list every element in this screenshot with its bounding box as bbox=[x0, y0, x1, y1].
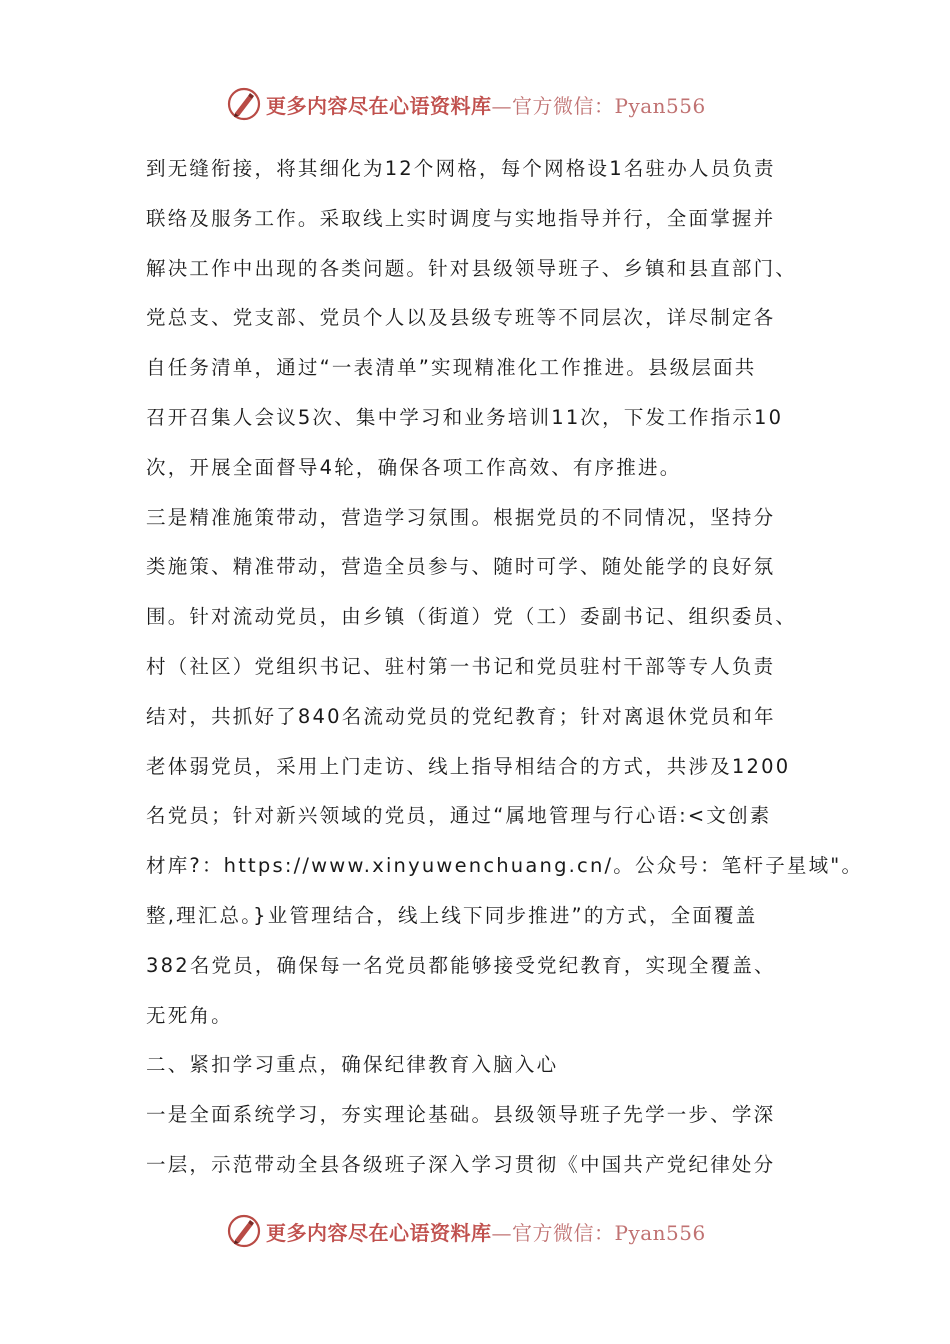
header-suffix: 官方微信： bbox=[512, 93, 615, 118]
text-line: 自任务清单，通过“一表清单”实现精准化工作推进。县级层面共 bbox=[146, 356, 757, 380]
footer-wechat-id: Pyan556 bbox=[614, 1220, 706, 1245]
header-banner-text bbox=[266, 90, 706, 119]
text-line: 名党员；针对新兴领域的党员，通过“属地管理与行心语:<文创素 bbox=[146, 804, 772, 828]
text-line: 次，开展全面督导4轮，确保各项工作高效、有序推进。 bbox=[146, 455, 682, 479]
text-line: 到无缝衔接，将其细化为12个网格，每个网格设1名驻办人员负责 bbox=[146, 157, 776, 180]
footer-banner-text bbox=[266, 1217, 706, 1246]
footer-dash: — bbox=[491, 1220, 512, 1245]
text-line: 一层，示范带动全县各级班子深入学习贯彻《中国共产党纪律处分 bbox=[146, 1152, 776, 1176]
text-line: 一是全面系统学习，夯实理论基础。县级领导班子先学一步、学深 bbox=[146, 1103, 776, 1127]
footer-banner bbox=[226, 1211, 706, 1251]
text-line: 召开召集人会议5次、集中学习和业务培训11次，下发工作指示10 bbox=[146, 405, 784, 429]
text-line: 无死角。 bbox=[146, 1003, 233, 1027]
text-line: 解决工作中出现的各类问题。针对县级领导班子、乡镇和县直部门、 bbox=[146, 256, 798, 280]
text-line: 382名党员，确保每一名党员都能够接受党纪教育，实现全覆盖、 bbox=[146, 953, 776, 977]
text-line: 整,理汇总。}业管理结合，线上线下同步推进”的方式，全面覆盖 bbox=[146, 903, 758, 927]
section-heading: 二、紧扣学习重点，确保纪律教育入脑入心 bbox=[146, 1053, 559, 1077]
text-line: 围。针对流动党员，由乡镇（街道）党（工）委副书记、组织委员、 bbox=[146, 605, 798, 629]
text-line: 材库?：https://www.xinyuwenchuang.cn/。公众号：笔杆子星域"。 bbox=[146, 854, 864, 878]
text-line: 村（社区）党组织书记、驻村第一书记和党员驻村干部等专人负责 bbox=[146, 654, 776, 678]
text-line: 老体弱党员，采用上门走访、线上指导相结合的方式，共涉及1200 bbox=[146, 754, 791, 778]
header-dash: — bbox=[491, 93, 512, 118]
document-body bbox=[146, 144, 864, 1190]
text-line: 结对，共抓好了840名流动党员的党纪教育；针对离退休党员和年 bbox=[146, 704, 776, 728]
footer-brand: 更多内容尽在心语资料库 bbox=[266, 1220, 492, 1245]
text-line: 三是精准施策带动，营造学习氛围。根据党员的不同情况，坚持分 bbox=[146, 505, 776, 529]
text-line: 联络及服务工作。采取线上实时调度与实地指导并行，全面掌握并 bbox=[146, 206, 776, 230]
text-line: 类施策、精准带动，营造全员参与、随时可学、随处能学的良好氛 bbox=[146, 555, 776, 579]
pen-logo-icon bbox=[226, 86, 262, 122]
header-wechat-id: Pyan556 bbox=[614, 93, 706, 118]
header-brand: 更多内容尽在心语资料库 bbox=[266, 93, 492, 118]
header-banner bbox=[226, 84, 706, 124]
footer-suffix: 官方微信： bbox=[512, 1220, 615, 1245]
pen-logo-icon bbox=[226, 1213, 262, 1249]
text-line: 党总支、党支部、党员个人以及县级专班等不同层次，详尽制定各 bbox=[146, 306, 776, 330]
